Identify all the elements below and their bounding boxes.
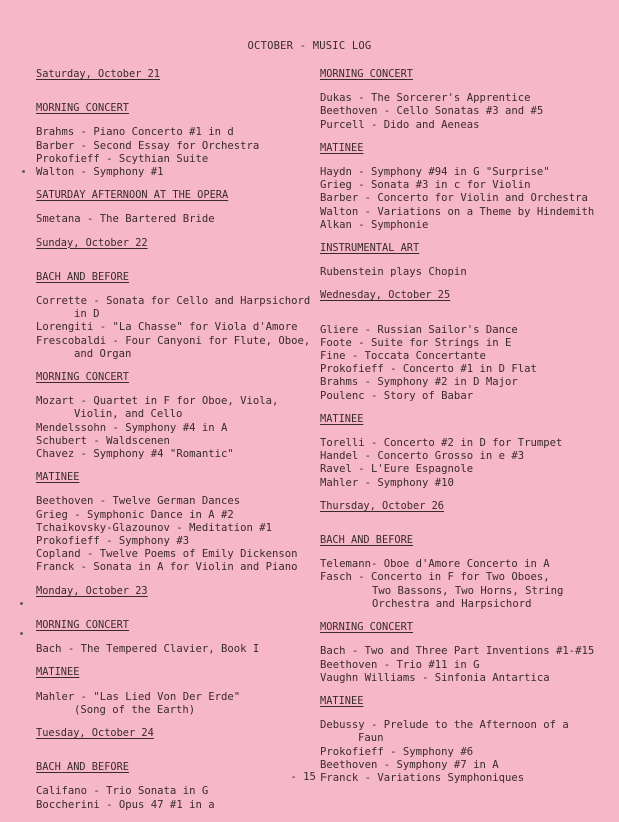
program-entry: Walton - Variations on a Theme by Hindemith — [320, 205, 595, 218]
program-list — [320, 92, 610, 132]
section-heading: MATINEE — [36, 666, 80, 679]
program-list — [36, 495, 306, 574]
program-entry: Poulenc - Story of Babar — [320, 389, 474, 402]
program-entry: Copland - Twelve Poems of Emily Dickenson — [36, 548, 298, 561]
program-list — [36, 785, 306, 811]
program-entry: Walton - Symphony #1 — [36, 166, 164, 179]
program-list — [320, 166, 610, 232]
program-entry: Frescobaldi - Four Canyoni for Flute, Oboe, — [36, 334, 311, 347]
program-entry: Bach - The Tempered Clavier, Book I — [36, 643, 260, 656]
section-heading: MORNING CONCERT — [320, 621, 413, 634]
section-heading: SATURDAY AFTERNOON AT THE OPERA — [36, 189, 229, 202]
log-section — [36, 727, 306, 751]
log-section — [320, 534, 610, 611]
section-heading: BACH AND BEFORE — [36, 761, 129, 774]
log-section — [36, 619, 306, 656]
program-entry-continuation: Two Bassons, Two Horns, String — [372, 584, 564, 597]
program-entry: Purcell - Dido and Aeneas — [320, 118, 480, 131]
program-list — [36, 295, 311, 361]
section-heading: Tuesday, October 24 — [36, 726, 154, 739]
section-heading: MATINEE — [320, 412, 364, 425]
program-entry: Haydn - Symphony #94 in G "Surprise" — [320, 166, 550, 179]
program-entry: Rubenstein plays Chopin — [320, 266, 467, 279]
log-section — [36, 585, 306, 609]
program-list — [320, 558, 610, 611]
program-entry: Grieg - Sonata #3 in c for Violin — [320, 179, 531, 192]
program-entry: Mozart - Quartet in F for Oboe, Viola, — [36, 395, 279, 408]
margin-mark — [20, 632, 23, 635]
program-entry: Corrette - Sonata for Cello and Harpsichord — [36, 295, 311, 308]
program-entry-continuation: Faun — [358, 732, 384, 745]
program-entry: Tchaikovsky-Glazounov - Meditation #1 — [36, 521, 272, 534]
program-entry-continuation: (Song of the Earth) — [74, 703, 196, 716]
program-entry: Beethoven - Twelve German Dances — [36, 495, 241, 508]
section-heading: MORNING CONCERT — [320, 68, 413, 80]
program-entry: Debussy - Prelude to the Afternoon of a — [320, 719, 569, 732]
program-entry: Califano - Trio Sonata in G — [36, 785, 209, 798]
program-entry: Torelli - Concerto #2 in D for Trumpet — [320, 437, 563, 450]
program-entry: Franck - Sonata in A for Violin and Piano — [36, 561, 298, 574]
log-section — [320, 68, 610, 132]
section-heading: Saturday, October 21 — [36, 68, 160, 80]
program-entry: Brahms - Symphony #2 in D Major — [320, 376, 518, 389]
section-heading: MORNING CONCERT — [36, 102, 129, 115]
section-heading: MATINEE — [320, 141, 364, 154]
log-section — [36, 102, 306, 179]
section-heading: BACH AND BEFORE — [36, 270, 129, 283]
section-heading: MATINEE — [320, 694, 364, 707]
section-heading: Thursday, October 26 — [320, 499, 444, 512]
program-entry: Lorengiti - "La Chasse" for Viola d'Amore — [36, 321, 298, 334]
program-entry-continuation: in D — [74, 308, 100, 321]
program-entry: Prokofieff - Scythian Suite — [36, 152, 209, 165]
log-section — [36, 237, 306, 261]
log-section — [36, 471, 306, 574]
section-heading: Wednesday, October 25 — [320, 289, 451, 302]
program-list — [320, 324, 610, 403]
program-entry: Prokofieff - Concerto #1 in D Flat — [320, 363, 537, 376]
log-section — [320, 242, 610, 279]
program-entry: Barber - Concerto for Violin and Orchestra — [320, 192, 588, 205]
program-entry: Prokofieff - Symphony #3 — [36, 535, 190, 548]
log-section — [36, 270, 311, 361]
program-list — [36, 691, 306, 717]
program-entry: Handel - Concerto Grosso in e #3 — [320, 450, 525, 463]
log-section — [36, 761, 306, 812]
program-list — [36, 126, 306, 179]
right-column — [320, 68, 610, 795]
program-list — [320, 645, 610, 685]
program-entry: Franck - Variations Symphoniques — [320, 771, 525, 784]
program-entry: Brahms - Piano Concerto #1 in d — [36, 126, 234, 139]
section-heading: MORNING CONCERT — [36, 371, 129, 384]
program-entry: Mahler - "Las Lied Von Der Erde" — [36, 690, 241, 703]
program-entry: Beethoven - Cello Sonatas #3 and #5 — [320, 105, 544, 118]
program-entry: Bach - Two and Three Part Inventions #1-#15 — [320, 645, 595, 658]
program-entry: Schubert - Waldscenen — [36, 434, 170, 447]
program-entry: Vaughn Williams - Sinfonia Antartica — [320, 671, 550, 684]
program-entry: Boccherini - Opus 47 #1 in a — [36, 798, 215, 811]
log-section — [320, 413, 610, 490]
program-entry: Mendelssohn - Symphony #4 in A — [36, 421, 228, 434]
program-list — [320, 437, 610, 490]
section-heading: BACH AND BEFORE — [320, 534, 413, 547]
program-entry: Prokofieff - Symphony #6 — [320, 745, 474, 758]
program-entry: Beethoven - Symphony #7 in A — [320, 758, 499, 771]
log-section — [320, 621, 610, 685]
program-entry: Foote - Suite for Strings in E — [320, 336, 512, 349]
margin-mark — [20, 602, 23, 605]
program-entry-continuation: and Organ — [74, 347, 132, 360]
program-list — [36, 643, 306, 656]
section-heading: MATINEE — [36, 471, 80, 484]
program-entry: Mahler - Symphony #10 — [320, 476, 454, 489]
log-section — [36, 371, 306, 461]
program-list — [36, 213, 306, 226]
section-heading: Sunday, October 22 — [36, 236, 148, 249]
page-number: - 15 - — [290, 771, 329, 783]
program-entry: Telemann- Oboe d'Amore Concerto in A — [320, 558, 550, 571]
log-section — [320, 500, 610, 524]
section-heading: MORNING CONCERT — [36, 618, 129, 631]
section-heading: Monday, October 23 — [36, 584, 148, 597]
log-section — [320, 324, 610, 403]
program-entry: Dukas - The Sorcerer's Apprentice — [320, 92, 531, 105]
log-section — [320, 289, 610, 313]
program-entry: Alkan - Symphonie — [320, 218, 429, 231]
program-entry: Chavez - Symphony #4 "Romantic" — [36, 448, 234, 461]
program-entry: Ravel - L'Eure Espagnole — [320, 463, 474, 476]
program-entry: Beethoven - Trio #11 in G — [320, 658, 480, 671]
program-list — [320, 266, 610, 279]
margin-mark — [22, 170, 25, 173]
program-entry: Fine - Toccata Concertante — [320, 350, 486, 363]
log-section — [36, 68, 306, 92]
program-entry: Gliere - Russian Sailor's Dance — [320, 323, 518, 336]
program-entry: Grieg - Symphonic Dance in A #2 — [36, 508, 234, 521]
log-section — [36, 666, 306, 717]
program-list — [36, 395, 306, 461]
program-entry: Barber - Second Essay for Orchestra — [36, 139, 260, 152]
program-entry-continuation: Violin, and Cello — [74, 408, 183, 421]
section-heading: INSTRUMENTAL ART — [320, 242, 420, 255]
log-section — [320, 142, 610, 232]
log-section — [36, 189, 306, 226]
program-entry-continuation: Orchestra and Harpsichord — [372, 597, 532, 610]
page-title: OCTOBER - MUSIC LOG — [247, 40, 372, 52]
program-entry: Smetana - The Bartered Bride — [36, 213, 215, 226]
program-entry: Fasch - Concerto in F for Two Oboes, — [320, 571, 550, 584]
